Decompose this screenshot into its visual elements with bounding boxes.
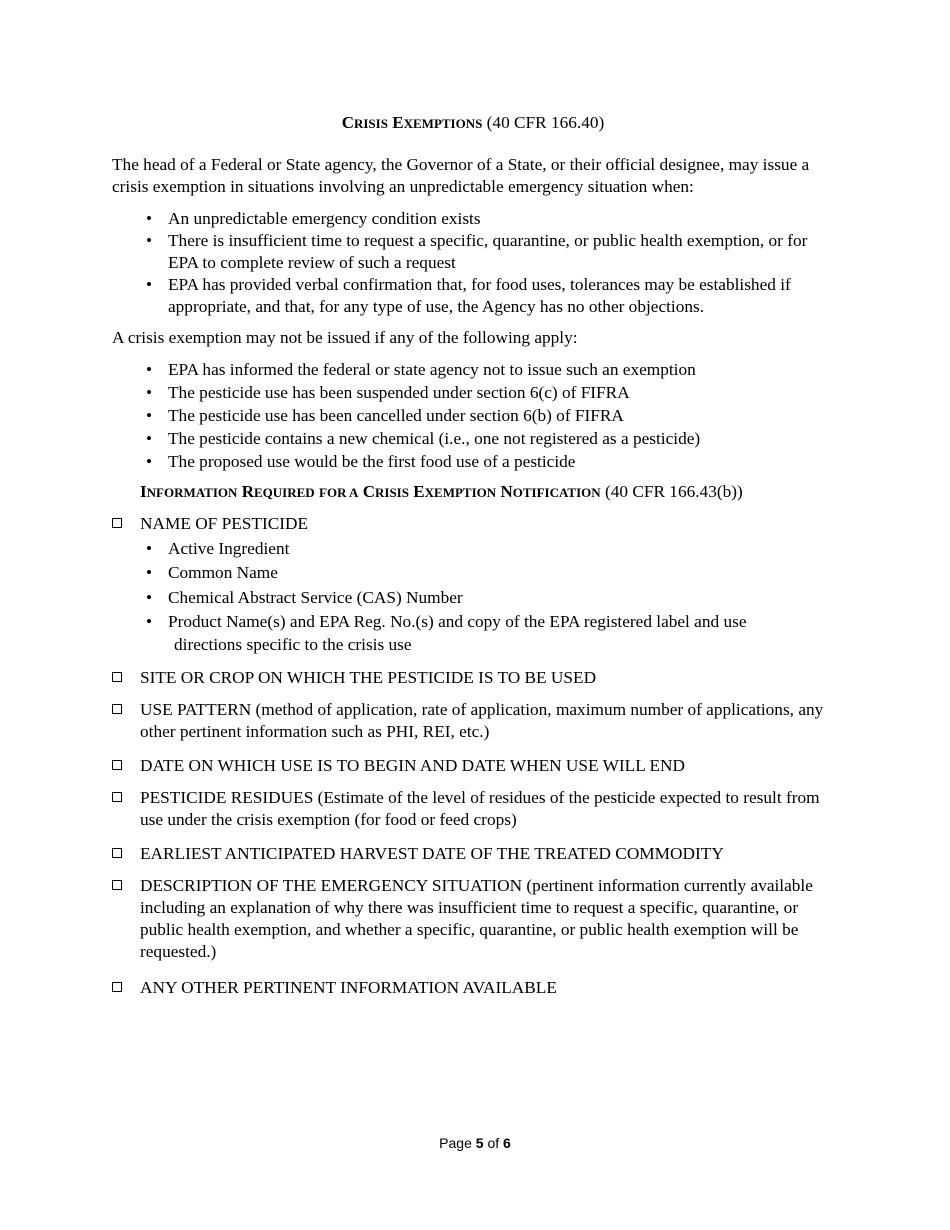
checkbox[interactable] xyxy=(112,848,122,858)
title-citation: (40 CFR 166.40) xyxy=(486,113,605,132)
checklist-item-use-pattern[interactable]: USE PATTERN (method of application, rate of application, maximum number of applications, any other pertinent information such as PHI, REI, etc.) xyxy=(112,699,834,743)
checkbox[interactable] xyxy=(112,704,122,714)
list-item: • The proposed use would be the first food use of a pesticide xyxy=(112,451,834,473)
info-heading-citation: (40 CFR 166.43(b)) xyxy=(604,482,743,501)
list-item: • Common Name xyxy=(112,562,834,584)
not-issued-list xyxy=(112,359,834,473)
list-item: • EPA has informed the federal or state agency not to issue such an exemption xyxy=(112,359,834,381)
list-item: • Active Ingredient xyxy=(112,538,834,560)
page-footer: Page 5 of 6 xyxy=(439,1135,511,1151)
checkbox[interactable] xyxy=(112,760,122,770)
checklist-item-site-or-crop[interactable]: SITE OR CROP ON WHICH THE PESTICIDE IS TO BE USED xyxy=(112,667,834,689)
list-item: • An unpredictable emergency condition exists xyxy=(112,208,834,230)
list-item: • There is insufficient time to request a specific, quarantine, or public health exemption, or for EPA to complete review of such a request xyxy=(112,230,834,274)
list-item: • The pesticide use has been suspended under section 6(c) of FIFRA xyxy=(112,382,834,404)
intro-paragraph: The head of a Federal or State agency, the Governor of a State, or their official designee, may issue a crisis exemption in situations involving an unpredictable emergency situation when: xyxy=(112,155,810,196)
checkbox[interactable] xyxy=(112,982,122,992)
checklist-item-name-of-pesticide[interactable]: NAME OF PESTICIDE xyxy=(112,513,834,535)
checkbox[interactable] xyxy=(112,672,122,682)
checklist-item-harvest[interactable]: EARLIEST ANTICIPATED HARVEST DATE OF THE TREATED COMMODITY xyxy=(112,843,834,865)
checklist-item-other[interactable]: ANY OTHER PERTINENT INFORMATION AVAILABLE xyxy=(112,977,834,999)
info-required-heading: INFORMATION REQUIRED FOR A CRISIS EXEMPTION NOTIFICATION (40 CFR 166.43(b)) xyxy=(140,482,743,501)
product-continuation: directions specific to the crisis use xyxy=(174,635,412,654)
list-item: • The pesticide contains a new chemical (i.e., one not registered as a pesticide) xyxy=(112,428,834,450)
list-item: • Product Name(s) and EPA Reg. No.(s) and copy of the EPA registered label and use xyxy=(112,611,834,633)
checkbox[interactable] xyxy=(112,792,122,802)
list-item: • The pesticide use has been cancelled under section 6(b) of FIFRA xyxy=(112,405,834,427)
pesticide-subitems-list xyxy=(112,538,834,633)
page-total: 6 xyxy=(503,1135,511,1151)
conditions-list xyxy=(112,208,834,318)
checkbox[interactable] xyxy=(112,880,122,890)
section-title: CRISIS EXEMPTIONS (40 CFR 166.40) xyxy=(341,113,605,132)
list-item: • EPA has provided verbal confirmation that, for food uses, tolerances may be established if appropriate, and that, for any type of use, the Agency has no other objections. xyxy=(112,274,834,318)
checklist-item-residues[interactable]: PESTICIDE RESIDUES (Estimate of the level of residues of the pesticide expected to result from use under the crisis exemption (for food or feed crops) xyxy=(112,787,834,831)
checkbox[interactable] xyxy=(112,518,122,528)
not-issued-intro: A crisis exemption may not be issued if any of the following apply: xyxy=(112,328,578,347)
checklist-item-date[interactable]: DATE ON WHICH USE IS TO BEGIN AND DATE WHEN USE WILL END xyxy=(112,755,834,777)
checklist-item-description[interactable]: DESCRIPTION OF THE EMERGENCY SITUATION (pertinent information currently available including an explanation of why there was insufficient time to request a specific, quarantine, or public health exemption, and whether a specific, quarantine, or public health exemption will be requested.) xyxy=(112,875,834,963)
page-number: 5 xyxy=(475,1135,484,1151)
list-item: • Chemical Abstract Service (CAS) Number xyxy=(112,587,834,609)
